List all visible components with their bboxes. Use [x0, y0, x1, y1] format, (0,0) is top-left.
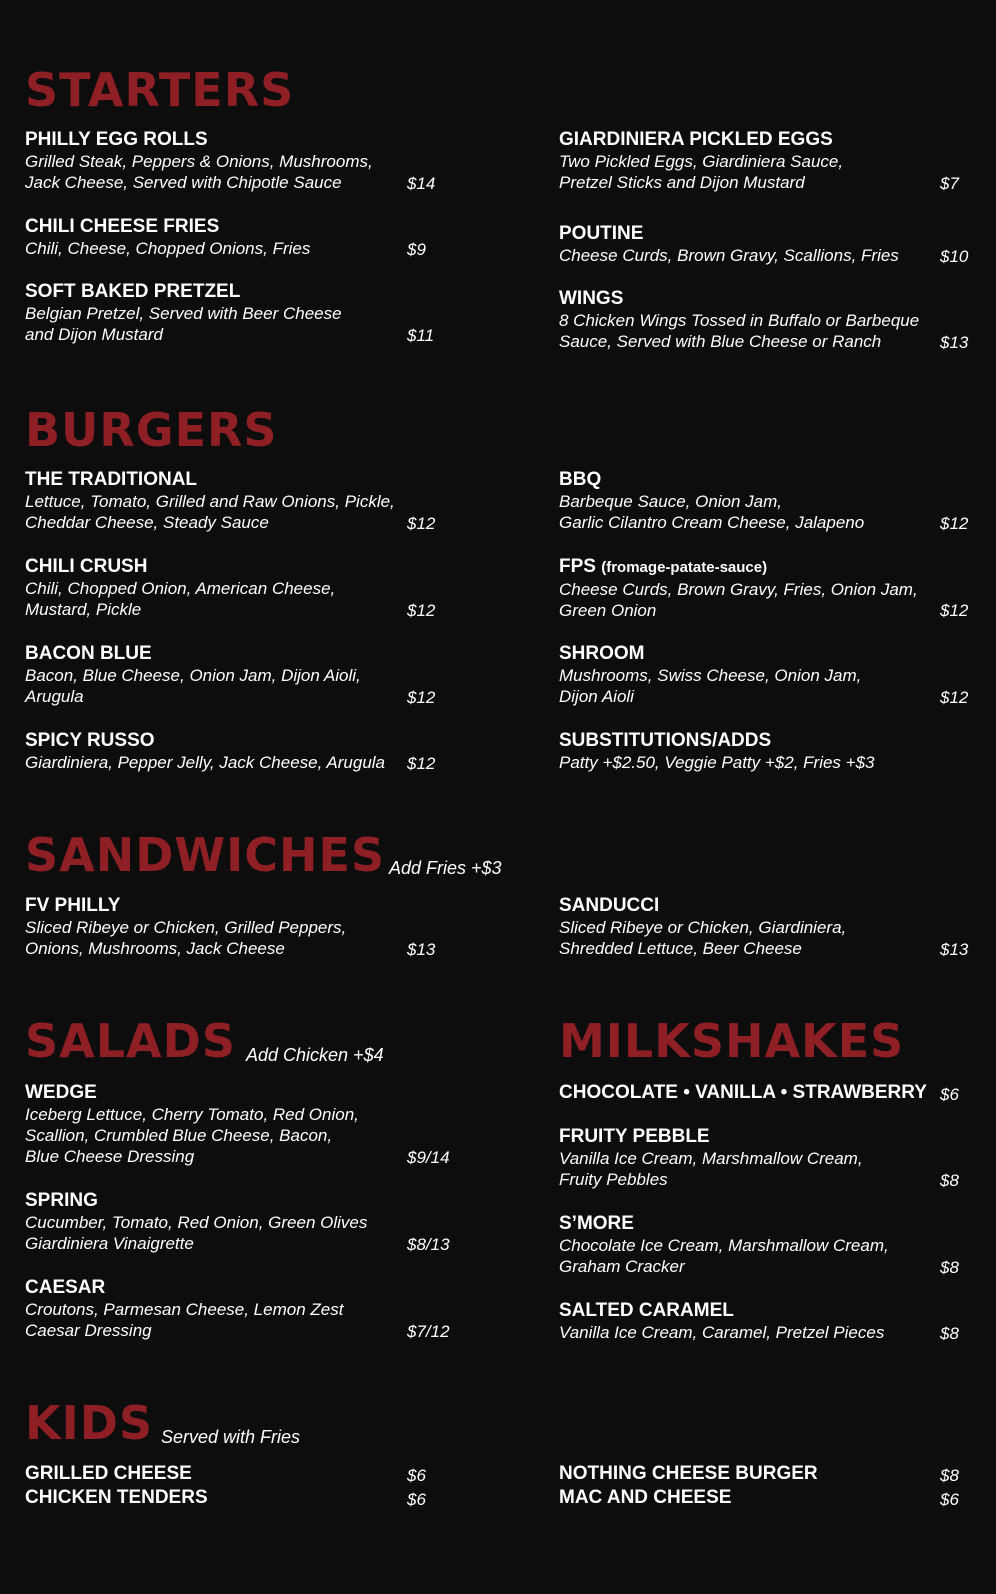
item-name-main: FPS [559, 556, 596, 577]
item-description: Mustard, Pickle [25, 600, 142, 619]
item-description: and Dijon Mustard [25, 325, 163, 344]
item-description: Barbeque Sauce, Onion Jam, [559, 492, 783, 511]
menu-item-grilled-cheese: GRILLED CHEESE [25, 1463, 192, 1484]
item-name: GIARDINIERA PICKLED EGGS [559, 129, 833, 150]
item-name: CAESAR [25, 1277, 106, 1298]
menu-item-salted-caramel [559, 1300, 884, 1343]
item-price: $6 [407, 1466, 426, 1485]
menu-item-spicy-russo [25, 730, 385, 773]
item-price: $6 [940, 1085, 959, 1104]
menu-item-poutine [559, 223, 899, 266]
item-description: Jack Cheese, Served with Chipotle Sauce [25, 173, 342, 192]
item-price: $12 [407, 754, 436, 773]
menu-item-philly-egg-rolls [25, 129, 373, 193]
item-description: Scallion, Crumbled Blue Cheese, Bacon, [25, 1126, 333, 1145]
item-price: $12 [940, 688, 969, 707]
item-name: FRUITY PEBBLE [559, 1126, 710, 1147]
menu-item-mac-and-cheese: MAC AND CHEESE [559, 1487, 732, 1508]
item-description: Pretzel Sticks and Dijon Mustard [559, 173, 805, 192]
item-price: $12 [940, 514, 969, 533]
item-name: FV PHILLY [25, 895, 121, 916]
item-price: $13 [940, 333, 969, 352]
item-price: $12 [940, 601, 969, 620]
item-description: Vanilla Ice Cream, Caramel, Pretzel Pieces [559, 1323, 885, 1342]
item-description: Mushrooms, Swiss Cheese, Onion Jam, [559, 666, 862, 685]
salads-heading: SALADS [25, 1014, 236, 1068]
item-description: Arugula [25, 687, 84, 706]
item-description: Croutons, Parmesan Cheese, Lemon Zest [25, 1300, 344, 1319]
item-description: Vanilla Ice Cream, Marshmallow Cream, [559, 1149, 863, 1168]
menu-item-fps [559, 556, 918, 621]
item-name: CHOCOLATE • VANILLA • STRAWBERRY [559, 1082, 927, 1103]
item-description: Patty +$2.50, Veggie Patty +$2, Fries +$3 [559, 753, 875, 772]
item-name: POUTINE [559, 223, 644, 244]
item-name: S’MORE [559, 1213, 634, 1234]
item-price: $8 [940, 1258, 959, 1277]
item-name: PHILLY EGG ROLLS [25, 129, 208, 150]
item-description: Lettuce, Tomato, Grilled and Raw Onions, Pickle, [25, 492, 395, 511]
menu-item-wings [559, 288, 919, 352]
menu-item-sanducci [559, 895, 846, 959]
item-price: $8 [940, 1466, 959, 1485]
item-description: Chili, Chopped Onion, American Cheese, [25, 579, 336, 598]
item-description: Giardiniera, Pepper Jelly, Jack Cheese, Arugula [25, 753, 386, 772]
item-price: $14 [407, 174, 436, 193]
item-description: Belgian Pretzel, Served with Beer Cheese [25, 304, 342, 323]
menu-item-bbq [559, 469, 864, 533]
menu-item-wedge [25, 1082, 359, 1167]
item-price: $6 [407, 1490, 426, 1509]
item-description: Caesar Dressing [25, 1321, 152, 1340]
item-name: SHROOM [559, 643, 645, 664]
item-price: $9/14 [407, 1148, 450, 1167]
item-name: SPICY RUSSO [25, 730, 155, 751]
menu-item-smore [559, 1213, 889, 1277]
item-price: $11 [407, 326, 435, 345]
item-description: Blue Cheese Dressing [25, 1147, 195, 1166]
kids-note: Served with Fries [161, 1427, 301, 1447]
sandwiches-heading: SANDWICHES [25, 828, 386, 882]
item-price: $8 [940, 1171, 959, 1190]
item-description: Cheese Curds, Brown Gravy, Fries, Onion Jam, [559, 580, 918, 599]
item-description: Bacon, Blue Cheese, Onion Jam, Dijon Aioli, [25, 666, 361, 685]
item-description: Chili, Cheese, Chopped Onions, Fries [25, 239, 311, 258]
item-description: Sliced Ribeye or Chicken, Giardiniera, [559, 918, 847, 937]
menu-item-nothing-cheese-burger: NOTHING CHEESE BURGER [559, 1463, 818, 1484]
salads-note: Add Chicken +$4 [246, 1045, 384, 1065]
menu-item-bacon-blue [25, 643, 361, 707]
item-price: $12 [407, 601, 436, 620]
item-name: BBQ [559, 469, 602, 490]
item-name: CHILI CHEESE FRIES [25, 216, 220, 237]
item-price: $7 [940, 174, 959, 193]
item-name: SOFT BAKED PRETZEL [25, 281, 241, 302]
item-name: THE TRADITIONAL [25, 469, 198, 490]
item-name: WINGS [559, 288, 624, 309]
item-description: Dijon Aioli [559, 687, 634, 706]
kids-heading: KIDS [25, 1396, 154, 1450]
item-description: Onions, Mushrooms, Jack Cheese [25, 939, 285, 958]
item-name: BACON BLUE [25, 643, 152, 664]
item-description: Graham Cracker [559, 1257, 685, 1276]
burgers-heading: BURGERS [25, 403, 278, 457]
item-description: Cheese Curds, Brown Gravy, Scallions, Fries [559, 246, 899, 265]
item-description: Iceberg Lettuce, Cherry Tomato, Red Onion, [25, 1105, 359, 1124]
menu-item-soft-baked-pretzel [25, 281, 342, 345]
item-description: Cucumber, Tomato, Red Onion, Green Olives [25, 1213, 368, 1232]
item-price: $13 [407, 940, 436, 959]
item-description: Green Onion [559, 601, 657, 620]
milkshakes-heading: MILKSHAKES [559, 1014, 905, 1068]
item-name: SALTED CARAMEL [559, 1300, 734, 1321]
sandwiches-note: Add Fries +$3 [389, 858, 502, 878]
item-description: Fruity Pebbles [559, 1170, 668, 1189]
item-price: $8/13 [407, 1235, 450, 1254]
menu-item-chili-crush [25, 556, 335, 620]
menu-item-giardiniera-pickled-eggs [559, 129, 843, 193]
menu-item-the-traditional [25, 469, 395, 533]
item-price: $12 [407, 688, 436, 707]
item-price: $9 [407, 240, 426, 259]
menu-item-shroom [559, 643, 861, 707]
menu-item-caesar [25, 1277, 343, 1341]
item-name: SUBSTITUTIONS/ADDS [559, 730, 772, 751]
item-price: $7/12 [407, 1322, 450, 1341]
item-name: CHILI CRUSH [25, 556, 148, 577]
item-description: Chocolate Ice Cream, Marshmallow Cream, [559, 1236, 889, 1255]
item-description: Cheddar Cheese, Steady Sauce [25, 513, 269, 532]
item-price: $6 [940, 1490, 959, 1509]
item-price: $8 [940, 1324, 959, 1343]
starters-heading: STARTERS [25, 63, 295, 117]
menu-item-chicken-tenders: CHICKEN TENDERS [25, 1487, 208, 1508]
item-price: $10 [940, 247, 969, 266]
menu-item-substitutions [559, 730, 875, 773]
item-price: $12 [407, 514, 436, 533]
menu-item-fv-philly [25, 895, 346, 959]
item-description: Two Pickled Eggs, Giardiniera Sauce, [559, 152, 844, 171]
item-description: Shredded Lettuce, Beer Cheese [559, 939, 802, 958]
menu-item-chili-cheese-fries [25, 216, 310, 259]
item-description: Giardiniera Vinaigrette [25, 1234, 194, 1253]
menu-item-classic-shakes [559, 1082, 927, 1104]
item-description: 8 Chicken Wings Tossed in Buffalo or Barbeque [559, 311, 920, 330]
item-description: Sliced Ribeye or Chicken, Grilled Peppers, [25, 918, 347, 937]
menu-item-fruity-pebble [559, 1126, 863, 1190]
item-name: SPRING [25, 1190, 98, 1211]
item-description: Grilled Steak, Peppers & Onions, Mushrooms, [25, 152, 373, 171]
item-name [559, 556, 918, 579]
item-description: Garlic Cilantro Cream Cheese, Jalapeno [559, 513, 865, 532]
item-description: Sauce, Served with Blue Cheese or Ranch [559, 332, 882, 351]
menu-item-spring [25, 1190, 367, 1254]
item-name-subtitle: (fromage-patate-sauce) [601, 559, 768, 576]
item-name: SANDUCCI [559, 895, 660, 916]
item-price: $13 [940, 940, 969, 959]
item-name: WEDGE [25, 1082, 97, 1103]
